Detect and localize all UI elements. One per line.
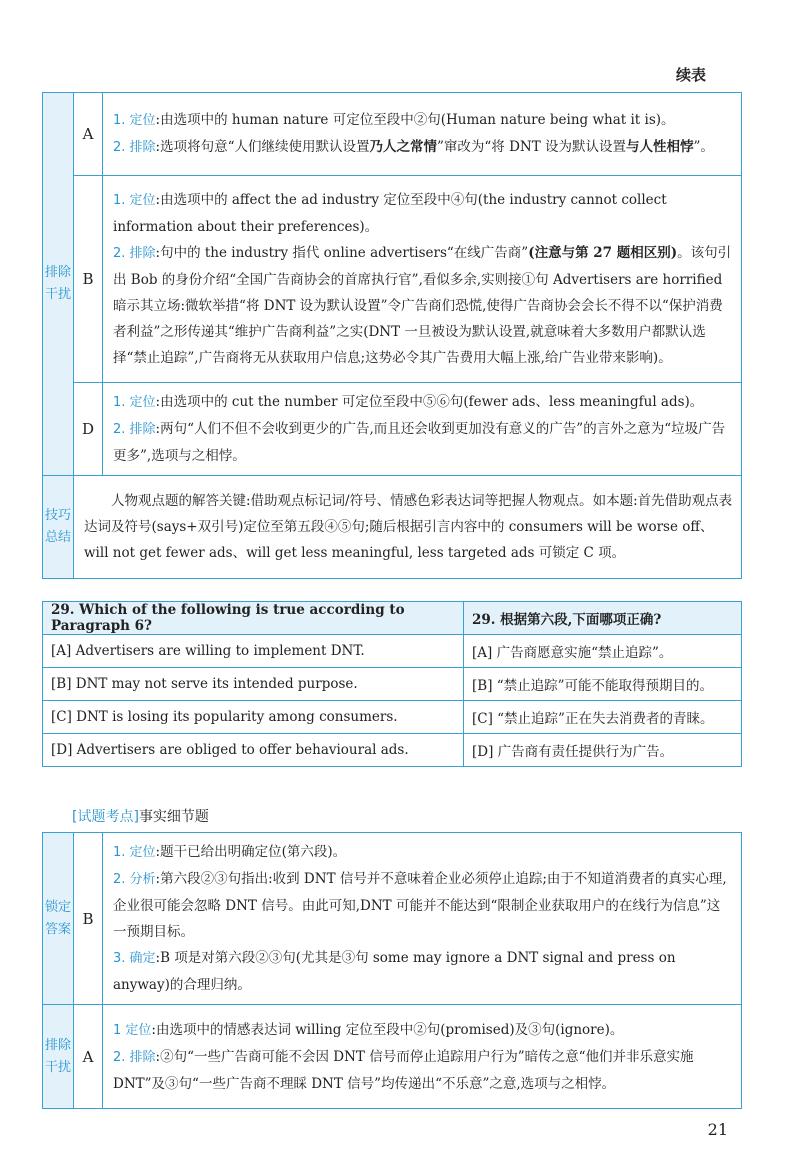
answer-letter: B bbox=[74, 833, 103, 1005]
option-a-en: [A] Advertisers are willing to implement DNT. bbox=[43, 635, 464, 668]
section-label-answer: 锁定 答案 bbox=[43, 833, 74, 1005]
exclude-tag: 2. 排除 bbox=[113, 422, 156, 437]
option-letter-a: A bbox=[74, 93, 103, 176]
option-d-analysis: 1. 定位:由选项中的 cut the number 可定位至段中⑤⑥句(fewer ads、less meaningful ads)。 2. 排除:两句“人们不但不会收到更少的广告,而且还会收到更加没有意义的广告”的言外之意为“垃圾广告更多”,选项与之相悖。 bbox=[103, 383, 742, 476]
question-title-zh: 29. 根据第六段,下面哪项正确? bbox=[464, 602, 742, 635]
page-number: 21 bbox=[707, 1120, 728, 1139]
test-point-text: 事实细节题 bbox=[138, 809, 209, 825]
analysis-table-bottom bbox=[42, 832, 742, 1109]
option-letter-d: D bbox=[74, 383, 103, 476]
locate-tag: 1 定位 bbox=[113, 1022, 152, 1038]
option-d-en: [D] Advertisers are obliged to offer behavioural ads. bbox=[43, 734, 464, 767]
option-a-analysis: 1. 定位:由选项中的 human nature 可定位至段中②句(Human nature being what it is)。 2. 排除:选项将句意“人们继续使用默认设置乃人之常情”窜改为“将 DNT 设为默认设置与人性相悖”。 bbox=[103, 93, 742, 176]
analysis-table-top bbox=[42, 92, 742, 579]
test-point-tag: [试题考点] bbox=[72, 809, 139, 825]
question-title-en: 29. Which of the following is true according to Paragraph 6? bbox=[43, 602, 464, 635]
question-table bbox=[42, 601, 742, 767]
option-c-en: [C] DNT is losing its popularity among consumers. bbox=[43, 701, 464, 734]
section-label-summary: 技巧 总结 bbox=[43, 476, 74, 579]
option-letter-a-2: A bbox=[74, 1005, 103, 1109]
test-point bbox=[72, 806, 209, 826]
option-a-zh: [A] 广告商愿意实施“禁止追踪”。 bbox=[464, 635, 742, 668]
option-b-en: [B] DNT may not serve its intended purpose. bbox=[43, 668, 464, 701]
option-a-exclude-analysis: 1 定位:由选项中的情感表达词 willing 定位至段中②句(promised)及③句(ignore)。 2. 排除:②句“一些广告商可能不会因 DNT 信号而停止追踪用户行为”暗传之意“他们并非乐意实施 DNT”及③句“一些广告商不理睬 DNT 信号”均传递出“不乐意”之意,选项与之相悖。 bbox=[103, 1005, 742, 1109]
confirm-tag: 3. 确定 bbox=[113, 951, 156, 966]
continued-label: 续表 bbox=[675, 66, 706, 84]
section-label-exclude: 排除 干扰 bbox=[43, 93, 74, 476]
section-label-exclude-2: 排除 干扰 bbox=[43, 1005, 74, 1109]
analysis-tag: 2. 分析 bbox=[113, 872, 156, 887]
exclude-tag: 2. 排除 bbox=[113, 246, 156, 261]
option-d-zh: [D] 广告商有责任提供行为广告。 bbox=[464, 734, 742, 767]
locate-tag: 1. 定位 bbox=[113, 193, 156, 208]
exclude-tag: 2. 排除 bbox=[113, 140, 156, 155]
option-letter-b: B bbox=[74, 176, 103, 383]
locate-tag: 1. 定位 bbox=[113, 845, 156, 860]
answer-analysis: 1. 定位:题干已给出明确定位(第六段)。 2. 分析:第六段②③句指出:收到 DNT 信号并不意味着企业必须停止追踪;由于不知道消费者的真实心理,企业很可能会忽略 DNT 信号。由此可知,DNT 可能并不能达到“限制企业获取用户的在线行为信息”这一预期目标。 3. 确定:B 项是对第六段②③句(尤其是③句 some may ignore a DNT signal and press on anyway)的合理归纳。 bbox=[103, 833, 742, 1005]
locate-tag: 1. 定位 bbox=[113, 395, 156, 410]
option-c-zh: [C] “禁止追踪”正在失去消费者的青睐。 bbox=[464, 701, 742, 734]
option-b-analysis: 1. 定位:由选项中的 affect the ad industry 定位至段中④句(the industry cannot collect information about their preferences)。 2. 排除:句中的 the industry 指代 online advertisers“在线广告商”(注意与第 27 题相区别)。该句引出 Bob 的身份介绍“全国广告商协会的首席执行官”,看似多余,实则接①句 Advertisers are horrified 暗示其立场:微软举措“将 DNT 设为默认设置”令广告商们恐慌,使得广告商协会会长不得不以“保护消费者利益”之形传递其“维护广告商利益”之实(DNT 一旦被设为默认设置,就意味着大多数用户都默认选择“禁止追踪”,广告商将无从获取用户信息;这势必令其广告费用大幅上涨,给广告业带来影响)。 bbox=[103, 176, 742, 383]
technique-summary: 人物观点题的解答关键:借助观点标记词/符号、情感色彩表达词等把握人物观点。如本题:首先借助观点表达词及符号(says+双引号)定位至第五段④⑤句;随后根据引言内容中的 consumers will be worse off、will not get fewer ads、will get less meaningful, less targeted ads 可锁定 C 项。 bbox=[74, 476, 742, 579]
option-b-zh: [B] “禁止追踪”可能不能取得预期目的。 bbox=[464, 668, 742, 701]
locate-tag: 1. 定位 bbox=[113, 113, 156, 128]
exclude-tag: 2. 排除 bbox=[113, 1049, 156, 1065]
